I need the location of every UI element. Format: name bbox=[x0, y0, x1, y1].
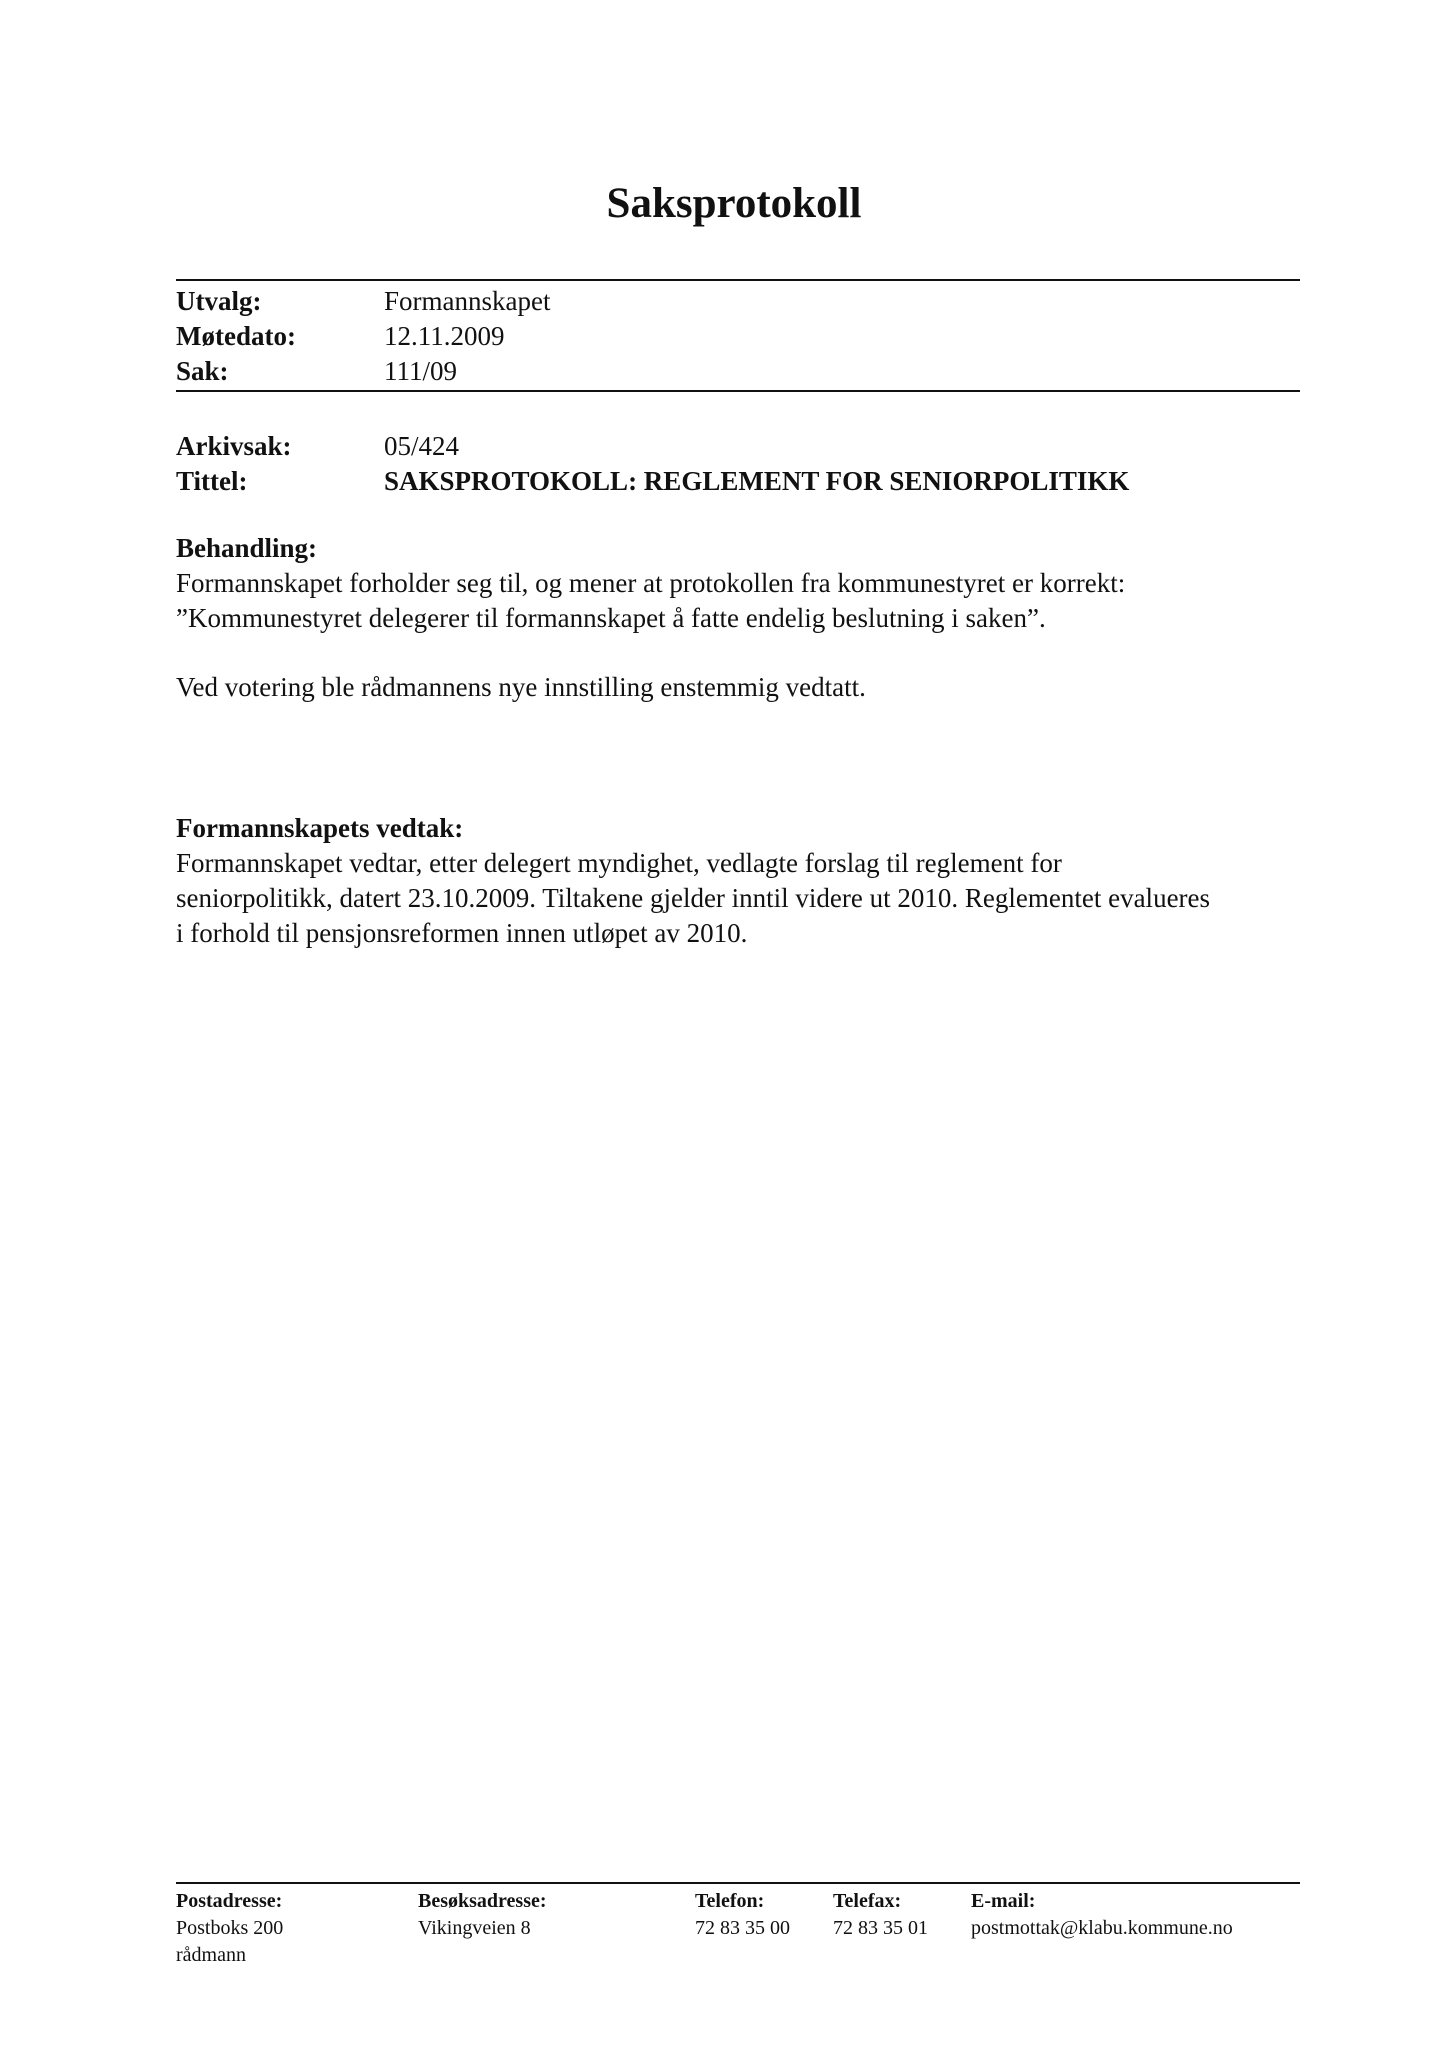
footer-besoksadresse bbox=[418, 1888, 547, 1942]
header-bottom-rule bbox=[176, 390, 1300, 392]
footer-postadresse bbox=[176, 1888, 283, 1969]
telefax-label: Telefax: bbox=[833, 1890, 902, 1912]
postadresse-label: Postadresse: bbox=[176, 1890, 283, 1912]
footer-telefon bbox=[695, 1888, 790, 1942]
tittel-value: SAKSPROTOKOLL: REGLEMENT FOR SENIORPOLITIKK bbox=[384, 466, 1130, 496]
telefax-value: 72 83 35 01 bbox=[833, 1917, 928, 1939]
arkivsak-label: Arkivsak: bbox=[176, 431, 292, 461]
sak-label: Sak: bbox=[176, 356, 229, 386]
behandling-line-1: Formannskapet forholder seg til, og mener at protokollen fra kommunestyret er korrekt: bbox=[176, 568, 1126, 598]
vedtak-heading: Formannskapets vedtak: bbox=[176, 813, 464, 843]
footer-email bbox=[971, 1888, 1233, 1942]
motedato-value: 12.11.2009 bbox=[384, 321, 505, 351]
behandling-paragraph bbox=[176, 566, 1300, 636]
votering-line: Ved votering ble rådmannens nye innstilling enstemmig vedtatt. bbox=[176, 672, 866, 702]
utvalg-value: Formannskapet bbox=[384, 286, 551, 316]
tittel-label: Tittel: bbox=[176, 466, 248, 496]
vedtak-line-3: i forhold til pensjonsreformen innen utløpet av 2010. bbox=[176, 918, 748, 948]
email-label: E-mail: bbox=[971, 1890, 1036, 1912]
motedato-label: Møtedato: bbox=[176, 321, 296, 351]
besoksadresse-line-1: Vikingveien 8 bbox=[418, 1917, 531, 1939]
telefon-value: 72 83 35 00 bbox=[695, 1917, 790, 1939]
behandling-line-2: ”Kommunestyret delegerer til formannskapet å fatte endelig beslutning i saken”. bbox=[176, 603, 1046, 633]
postadresse-line-2: rådmann bbox=[176, 1944, 246, 1966]
vedtak-line-2: seniorpolitikk, datert 23.10.2009. Tiltakene gjelder inntil videre ut 2010. Reglementet evalueres bbox=[176, 883, 1211, 913]
arkivsak-value: 05/424 bbox=[384, 431, 460, 461]
vedtak-paragraph bbox=[176, 846, 1300, 951]
footer-telefax bbox=[833, 1888, 928, 1942]
email-value[interactable]: postmottak@klabu.kommune.no bbox=[971, 1917, 1233, 1939]
votering-paragraph bbox=[176, 670, 1300, 705]
header-top-rule bbox=[176, 279, 1300, 281]
behandling-heading: Behandling: bbox=[176, 533, 318, 563]
footer-rule bbox=[176, 1882, 1300, 1884]
sak-value: 111/09 bbox=[384, 356, 457, 386]
telefon-label: Telefon: bbox=[695, 1890, 765, 1912]
postadresse-line-1: Postboks 200 bbox=[176, 1917, 284, 1939]
vedtak-line-1: Formannskapet vedtar, etter delegert myndighet, vedlagte forslag til reglement for bbox=[176, 848, 1062, 878]
utvalg-label: Utvalg: bbox=[176, 286, 262, 316]
page-title: Saksprotokoll bbox=[606, 180, 862, 227]
besoksadresse-label: Besøksadresse: bbox=[418, 1890, 547, 1912]
